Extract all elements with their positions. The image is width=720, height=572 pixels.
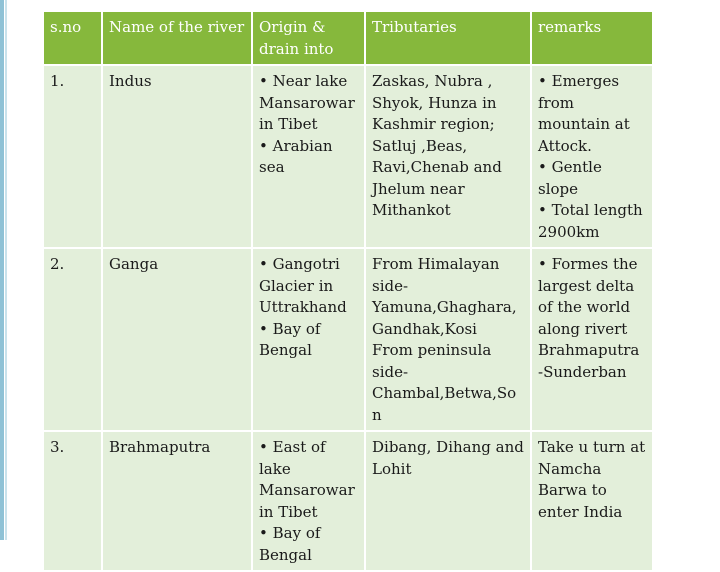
cell-sno: 3. xyxy=(44,432,101,570)
origin-line: • East of lake Mansarowar in Tibet xyxy=(259,438,355,521)
remarks-line: • Gentle slope xyxy=(538,158,602,198)
tributaries-line: Zaskas, Nubra , Shyok, Hunza in Kashmir region; Satluj ,Beas, Ravi,Chenab and Jhelum near Mithankot xyxy=(372,72,502,219)
cell-river-name: Brahmaputra xyxy=(103,432,251,570)
cell-remarks xyxy=(532,66,652,247)
slide-accent-bar xyxy=(0,0,4,540)
cell-tributaries xyxy=(366,432,530,570)
cell-tributaries xyxy=(366,249,530,430)
cell-river-name: Ganga xyxy=(103,249,251,430)
origin-line: • Arabian sea xyxy=(259,136,333,176)
cell-origin xyxy=(253,249,364,430)
tributaries-line: From peninsula side- Chambal,Betwa,So n xyxy=(372,341,517,424)
header-tributaries: Tributaries xyxy=(366,12,530,64)
cell-remarks xyxy=(532,249,652,430)
header-river-name: Name of the river xyxy=(103,12,251,64)
table-row xyxy=(44,66,652,247)
origin-line: • Gangotri Glacier in Uttrakhand xyxy=(259,255,347,316)
tributaries-line: Dibang, Dihang and Lohit xyxy=(372,438,524,478)
origin-line: • Bay of Bengal xyxy=(259,524,321,564)
cell-remarks xyxy=(532,432,652,570)
header-remarks: remarks xyxy=(532,12,652,64)
table-header-row xyxy=(44,12,652,64)
header-origin: Origin & drain into xyxy=(253,12,364,64)
slide-accent-bar-inner xyxy=(5,0,7,540)
remarks-line: Take u turn at Namcha Barwa to enter India xyxy=(538,438,646,521)
cell-sno: 2. xyxy=(44,249,101,430)
cell-origin xyxy=(253,66,364,247)
remarks-line: • Total length 2900km xyxy=(538,201,643,241)
origin-line: • Bay of Bengal xyxy=(259,319,321,359)
cell-sno: 1. xyxy=(44,66,101,247)
remarks-line: • Formes the largest delta of the world along rivert Brahmaputra -Sunderban xyxy=(538,255,640,381)
header-sno: s.no xyxy=(44,12,101,64)
remarks-line: • Emerges from mountain at Attock. xyxy=(538,72,630,155)
tributaries-line: From Himalayan side- Yamuna,Ghaghara, Gandhak,Kosi xyxy=(372,255,517,338)
rivers-table xyxy=(42,10,654,572)
cell-river-name: Indus xyxy=(103,66,251,247)
table-row xyxy=(44,249,652,430)
cell-tributaries xyxy=(366,66,530,247)
table-row xyxy=(44,432,652,570)
origin-line: • Near lake Mansarowar in Tibet xyxy=(259,72,355,133)
cell-origin xyxy=(253,432,364,570)
